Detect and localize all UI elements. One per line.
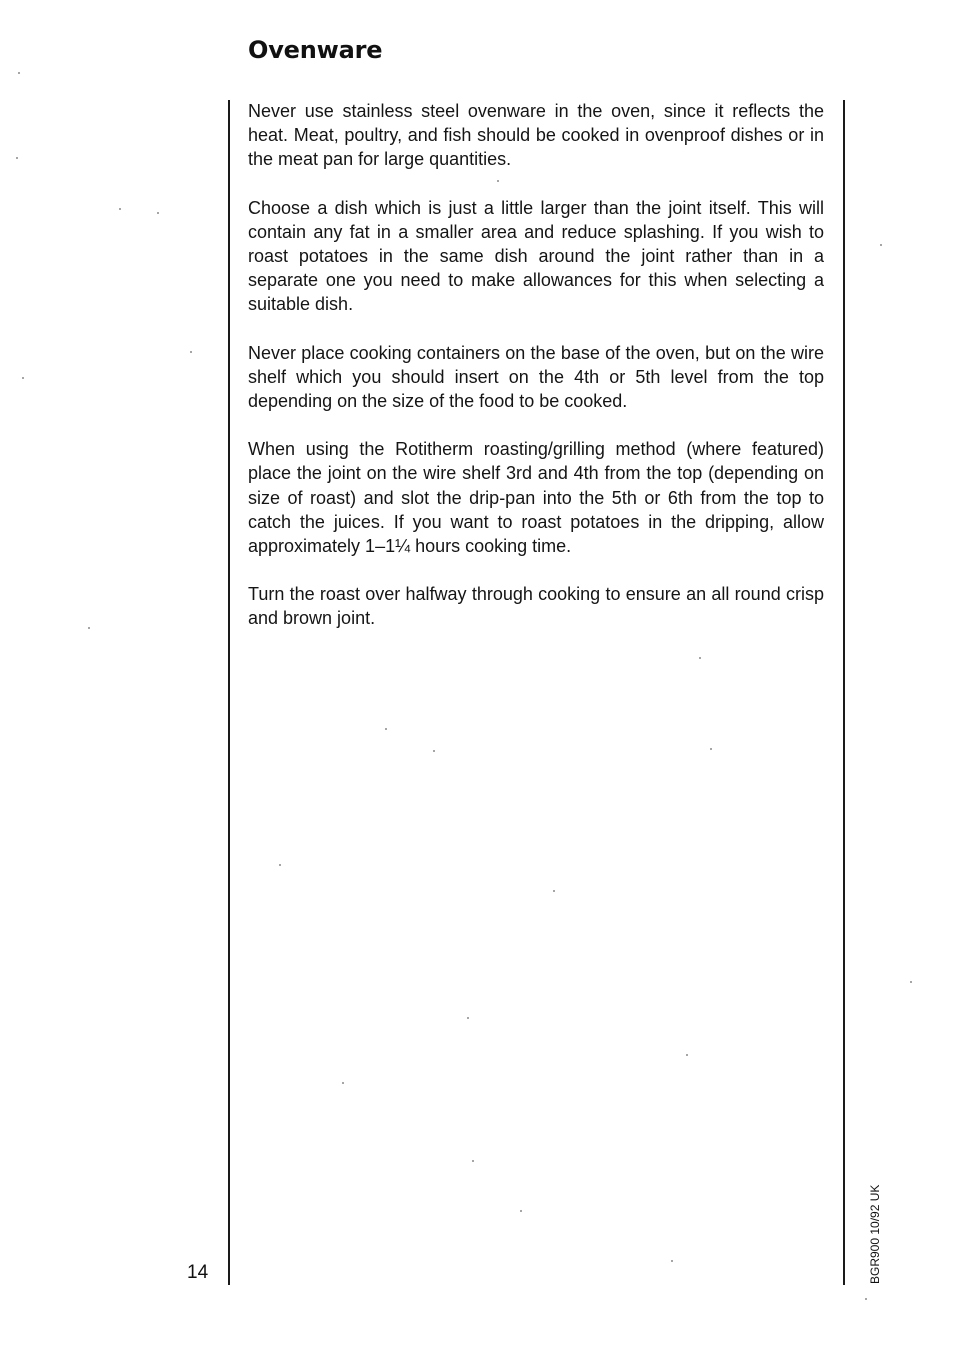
left-margin-rule — [228, 100, 230, 1285]
paragraph-choose-dish: Choose a dish which is just a little larger than the joint itself. This will contain any fat in a smaller area and reduce splashing. If you wish to roast potatoes in the same dish around the joint rather than in a separate one you need to make allowances for this when selecting a suitable dish. — [248, 197, 824, 315]
paragraph-turn-roast: Turn the roast over halfway through cooking to ensure an all round crisp and brown joint. — [248, 584, 824, 629]
paragraph-stainless-steel: Never use stainless steel ovenware in the oven, since it reflects the heat. Meat, poultry, and fish should be cooked in ovenproof dishes or in the meat pan for large quantities. — [248, 101, 824, 170]
body-text — [248, 99, 824, 655]
right-margin-rule — [843, 100, 845, 1285]
paragraph-container-placement: Never place cooking containers on the base of the oven, but on the wire shelf which you should insert on the 4th or 5th level from the top depending on the size of the food to be cooked. — [248, 342, 824, 412]
page-number: 14 — [187, 1262, 209, 1283]
section-heading: Ovenware — [248, 36, 383, 64]
document-code: BGR900 10/92 UK — [868, 1184, 882, 1284]
paragraph-rotitherm: When using the Rotitherm roasting/grilling method (where featured) place the joint on the wire shelf 3rd and 4th from the top (depending on size of roast) and slot the drip-pan into the 5th or 6th from the top to catch the juices. If you want to roast potatoes in the dripping, allow approximately 1–1¼ hours cooking time. — [248, 439, 824, 557]
